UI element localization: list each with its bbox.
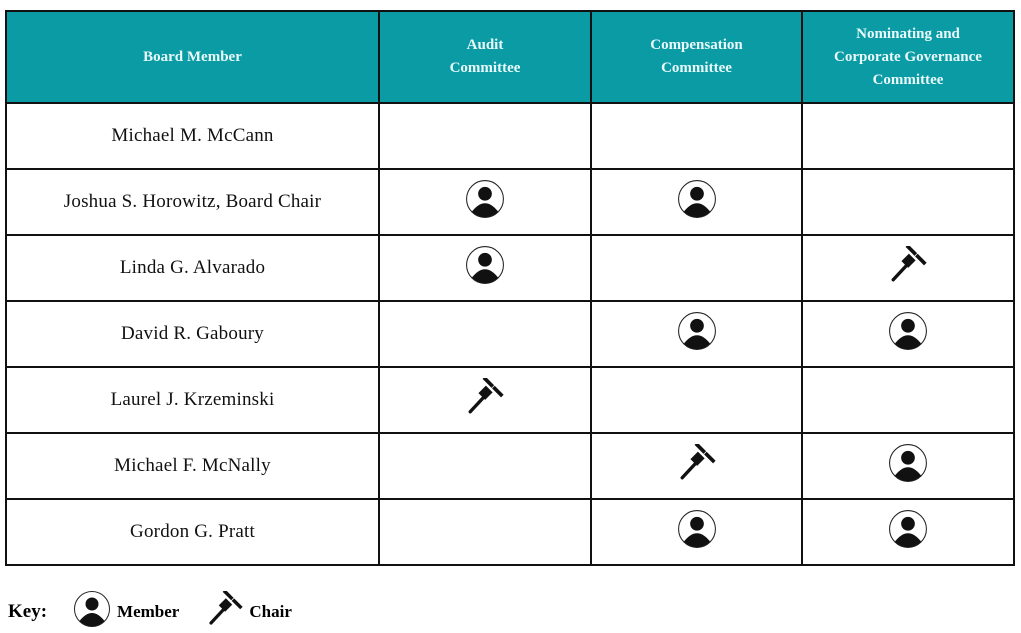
key-chair-text: Chair [249,601,292,621]
compensation-cell [591,169,802,235]
table-row [6,235,1014,301]
member-icon [73,590,111,633]
member-icon [677,509,717,555]
header-compensation-committee: Compensation Committee [591,11,802,103]
table-row [6,301,1014,367]
audit-cell [379,301,591,367]
audit-cell [379,499,591,565]
board-member-name: David R. Gaboury [6,301,379,367]
board-member-name: Gordon G. Pratt [6,499,379,565]
nominating-cell [802,301,1014,367]
board-member-name: Joshua S. Horowitz, Board Chair [6,169,379,235]
compensation-cell [591,367,802,433]
board-member-name: Michael M. McCann [6,103,379,169]
header-board-member: Board Member [6,11,379,103]
compensation-cell [591,499,802,565]
member-icon [465,179,505,225]
compensation-cell [591,301,802,367]
nominating-cell [802,499,1014,565]
member-icon [677,179,717,225]
header-audit-committee: Audit Committee [379,11,591,103]
board-member-name: Michael F. McNally [6,433,379,499]
table-row [6,499,1014,565]
audit-cell [379,103,591,169]
key-label: Key: [8,600,48,622]
header-nominating-committee: Nominating and Corporate Governance Committee [802,11,1014,103]
audit-cell [379,235,591,301]
audit-cell [379,433,591,499]
member-icon [888,443,928,489]
nominating-cell [802,169,1014,235]
audit-cell [379,169,591,235]
member-icon [888,311,928,357]
board-member-name: Laurel J. Krzeminski [6,367,379,433]
table-row [6,433,1014,499]
audit-cell [379,367,591,433]
nominating-cell [802,235,1014,301]
compensation-cell [591,433,802,499]
board-member-name: Linda G. Alvarado [6,235,379,301]
header-row [6,11,1014,103]
nominating-cell [802,433,1014,499]
compensation-cell [591,103,802,169]
compensation-cell [591,235,802,301]
table-row [6,103,1014,169]
committee-membership-table [5,10,1015,566]
legend-key [8,590,320,633]
nominating-cell [802,367,1014,433]
key-member-text: Member [117,601,180,621]
table-row [6,169,1014,235]
gavel-icon [207,591,243,632]
member-icon [465,245,505,291]
member-icon [888,509,928,555]
gavel-icon [466,378,504,422]
gavel-icon [678,444,716,488]
gavel-icon [889,246,927,290]
member-icon [677,311,717,357]
table-row [6,367,1014,433]
nominating-cell [802,103,1014,169]
